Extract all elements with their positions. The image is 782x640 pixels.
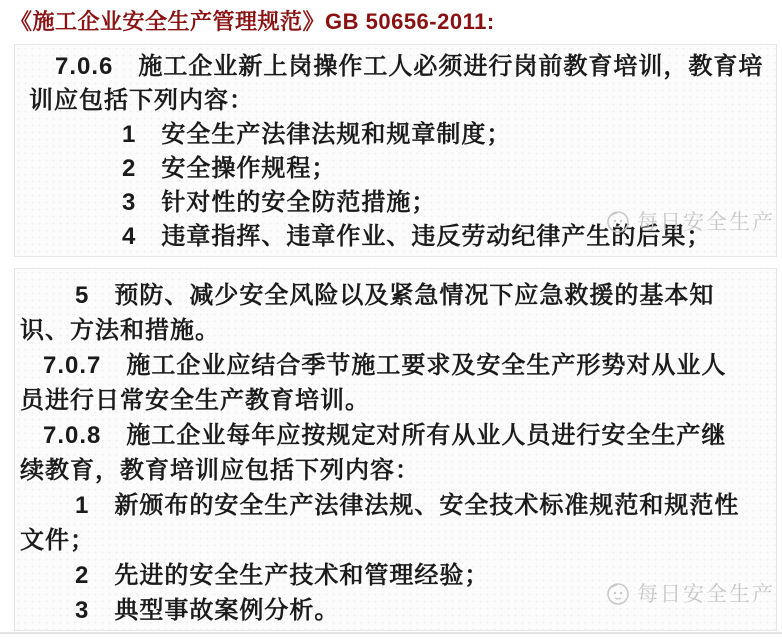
doc-line: 识、方法和措施。 <box>20 317 220 344</box>
doc-line-list-item: 3 典型事故案例分析。 <box>75 597 340 624</box>
doc-line: 训应包括下列内容： <box>29 87 254 114</box>
doc-line-list-item: 3 针对性的安全防范措施； <box>122 189 437 216</box>
doc-line-list-item: 4 违章指挥、违章作业、违反劳动纪律产生的后果； <box>122 223 712 250</box>
article-title: 《施工企业安全生产管理规范》GB 50656-2011: <box>10 9 495 34</box>
doc-line-clause-707: 7.0.7 施工企业应结合季节施工要求及安全生产形势对从业人 <box>43 352 727 379</box>
watermark-label: 每日安全生产 <box>637 211 775 234</box>
doc-line-clause-706: 7.0.6 施工企业新上岗操作工人必须进行岗前教育培训，教育培 <box>55 53 764 80</box>
doc-line-list-item: 2 先进的安全生产技术和管理经验； <box>75 562 490 589</box>
doc-line-list-item: 1 新颁布的安全生产法律法规、安全技术标准规范和规范性 <box>75 492 740 519</box>
scanned-document-image-1 <box>14 44 777 257</box>
scanned-document-image-2 <box>14 268 777 631</box>
doc-line-list-item: 1 安全生产法律法规和规章制度； <box>122 121 512 148</box>
doc-line-list-item: 5 预防、减少安全风险以及紧急情况下应急救援的基本知 <box>75 282 715 309</box>
doc-line-list-item: 2 安全操作规程； <box>122 155 337 182</box>
doc-line: 文件； <box>20 527 95 554</box>
doc-line: 续教育，教育培训应包括下列内容： <box>20 457 420 484</box>
doc-line-clause-708: 7.0.8 施工企业每年应按规定对所有从业人员进行安全生产继 <box>43 422 727 449</box>
doc-line: 员进行日常安全生产教育培训。 <box>20 387 370 414</box>
watermark-label: 每日安全生产 <box>637 583 775 606</box>
page-bottom-divider <box>0 632 782 634</box>
